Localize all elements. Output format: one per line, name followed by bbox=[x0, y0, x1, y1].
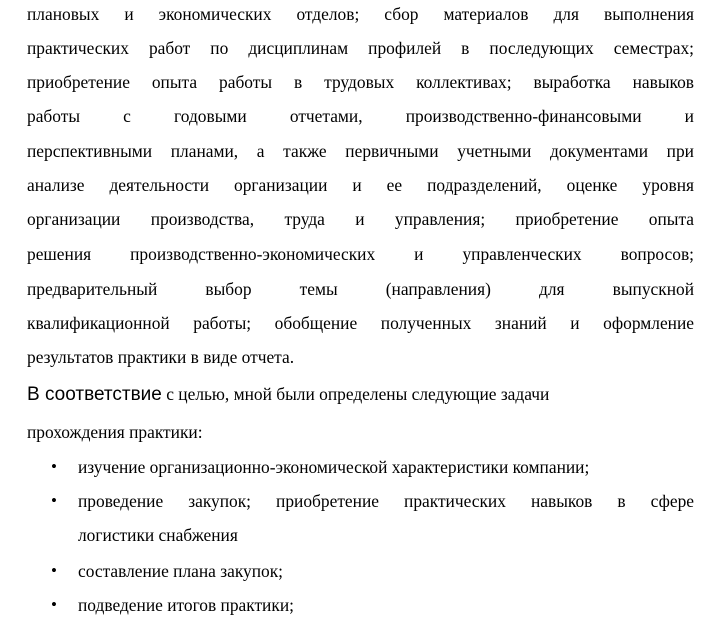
paragraph-line: организации производства, труда и управления; приобретение опыта bbox=[27, 209, 694, 229]
bullet-icon: • bbox=[51, 561, 57, 580]
paragraph-line: анализе деятельности организации и ее подразделений, оценке уровня bbox=[27, 175, 694, 195]
paragraph-line: решения производственно-экономических и управленческих вопросов; bbox=[27, 244, 694, 264]
paragraph-line: перспективными планами, а также первичными учетными документами при bbox=[27, 141, 694, 161]
intro-first-word: В соответствие bbox=[27, 384, 162, 405]
paragraph-line: предварительный выбор темы (направления) для выпускной bbox=[27, 279, 694, 299]
list-item-text: подведение итогов практики; bbox=[78, 595, 294, 615]
bullet-icon: • bbox=[51, 491, 57, 510]
bullet-icon: • bbox=[51, 457, 57, 476]
list-item-text: проведение закупок; приобретение практических навыков в сфере bbox=[78, 491, 694, 511]
list-item-text: составление плана закупок; bbox=[78, 561, 284, 581]
intro-rest: с целью, мной были определены следующие задачи bbox=[161, 384, 550, 404]
paragraph-line: практических работ по дисциплинам профилей в последующих семестрах; bbox=[27, 38, 694, 58]
paragraph-line: результатов практики в виде отчета. bbox=[27, 347, 295, 367]
list-item-text-continued: логистики снабжения bbox=[78, 525, 238, 545]
bullet-icon: • bbox=[51, 595, 57, 614]
paragraph-line: плановых и экономических отделов; сбор материалов для выполнения bbox=[27, 4, 694, 24]
list-item-text: изучение организационно-экономической характеристики компании; bbox=[78, 457, 590, 477]
intro-line bbox=[27, 383, 549, 406]
paragraph-line: работы с годовыми отчетами, производственно-финансовыми и bbox=[27, 106, 694, 126]
paragraph-line: приобретение опыта работы в трудовых коллективах; выработка навыков bbox=[27, 72, 694, 92]
paragraph-line: квалификационной работы; обобщение полученных знаний и оформление bbox=[27, 313, 694, 333]
intro-line: прохождения практики: bbox=[27, 422, 203, 442]
